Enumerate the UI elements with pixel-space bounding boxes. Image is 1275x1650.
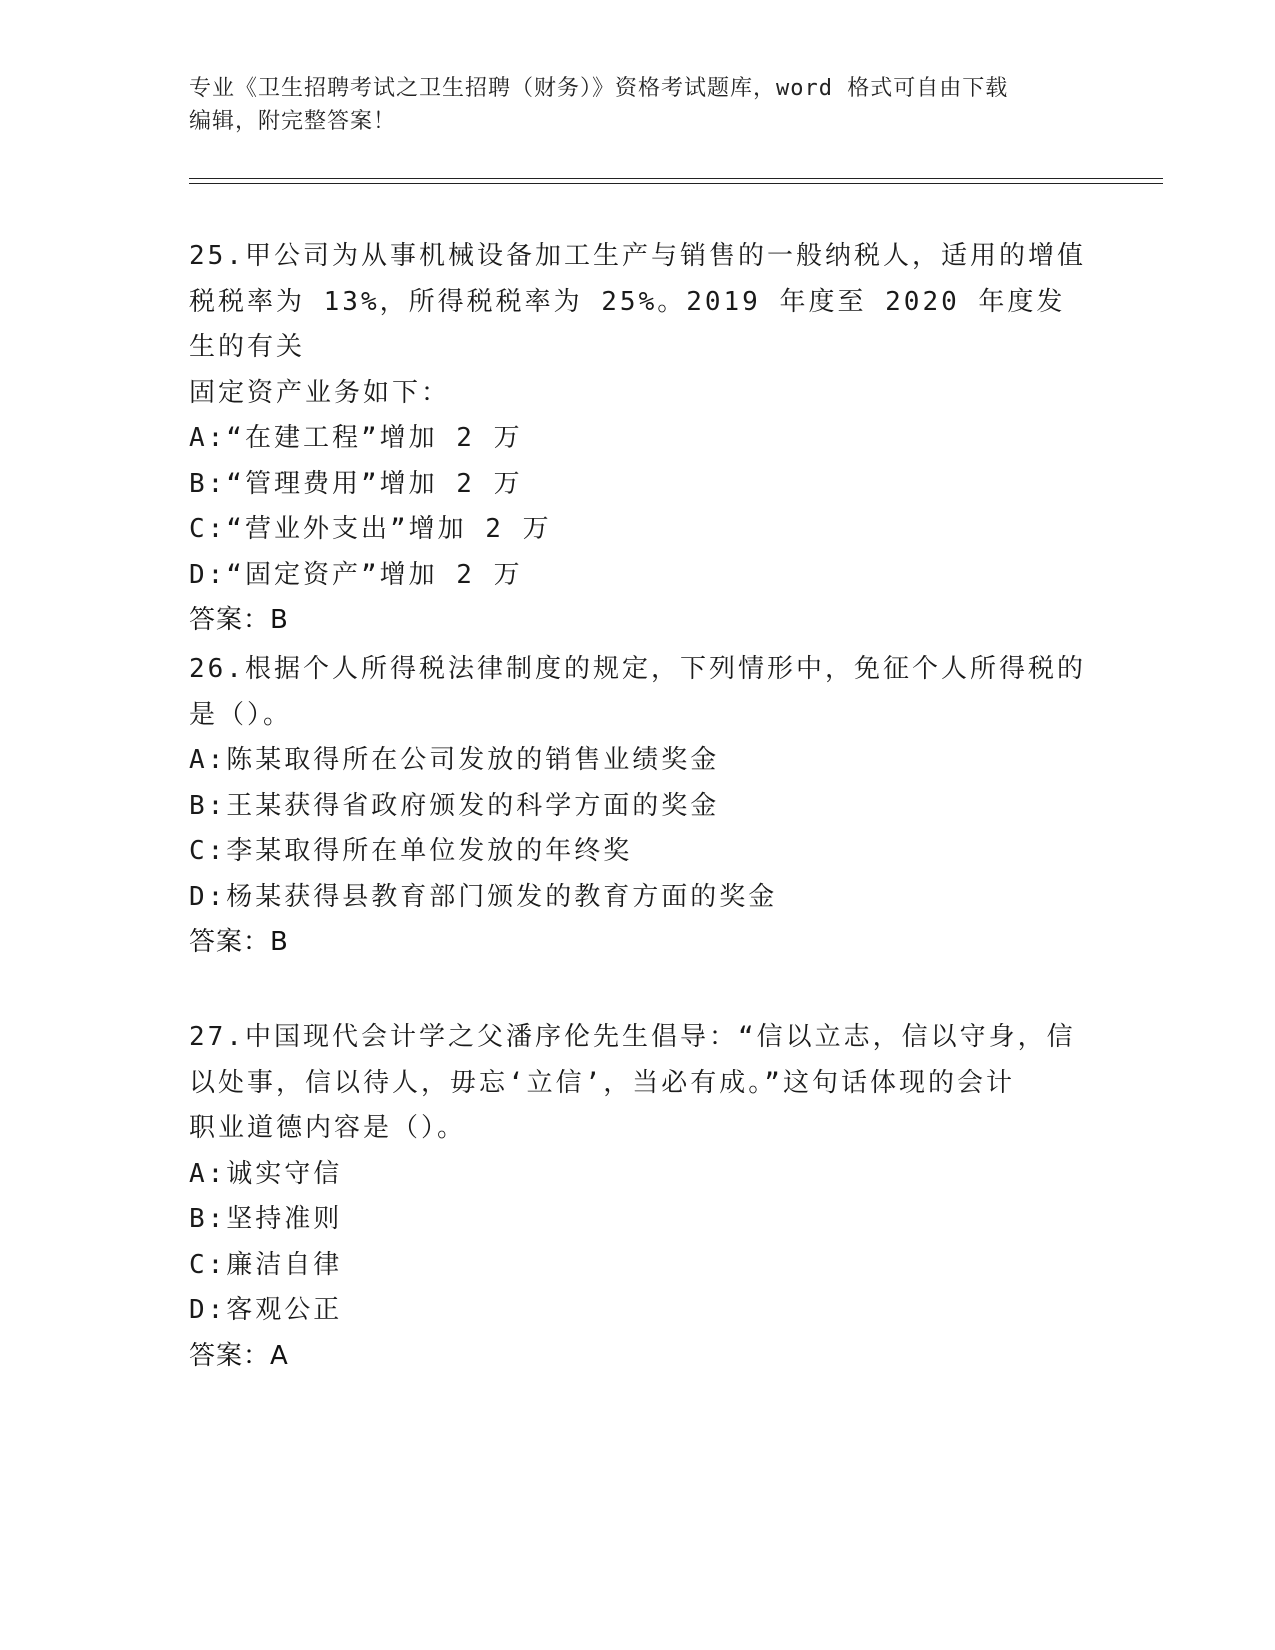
option-d: D:“固定资产”增加 2 万 <box>189 559 523 590</box>
header-divider-bottom <box>189 183 1163 184</box>
option-d: D:客观公正 <box>189 1295 343 1325</box>
question-stem: 25.甲公司为从事机械设备加工生产与销售的一般纳税人，适用的增值 <box>189 241 1086 271</box>
question-27 <box>189 1015 1089 1379</box>
option-b: B:坚持准则 <box>189 1204 343 1234</box>
option-a: A:“在建工程”增加 2 万 <box>189 423 523 453</box>
option-a: A:陈某取得所在公司发放的销售业绩奖金 <box>189 745 720 775</box>
question-stem: 固定资产业务如下： <box>189 377 451 408</box>
option-c: C:廉洁自律 <box>189 1249 343 1280</box>
document-header <box>189 72 1089 138</box>
header-divider-top <box>189 178 1163 179</box>
option-b: B:王某获得省政府颁发的科学方面的奖金 <box>189 790 720 821</box>
question-stem: 27.中国现代会计学之父潘序伦先生倡导：“信以立志，信以守身，信 <box>189 1022 1076 1052</box>
option-d: D:杨某获得县教育部门颁发的教育方面的奖金 <box>189 881 778 912</box>
option-c: C:李某取得所在单位发放的年终奖 <box>189 836 633 866</box>
question-stem: 以处事，信以待人，毋忘‘立信’，当必有成。”这句话体现的会计 <box>189 1067 1015 1098</box>
header-line-1: 专业《卫生招聘考试之卫生招聘（财务）》资格考试题库，word 格式可自由下载 <box>189 76 1009 101</box>
header-line-2: 编辑，附完整答案！ <box>189 109 397 134</box>
question-stem: 26.根据个人所得税法律制度的规定，下列情形中，免征个人所得税的 <box>189 654 1086 684</box>
answer-label: 答案：B <box>189 605 289 635</box>
option-b: B:“管理费用”增加 2 万 <box>189 468 523 499</box>
answer-label: 答案：B <box>189 927 289 957</box>
question-stem: 税税率为 13%，所得税税率为 25%。2019 年度至 2020 年度发生的有关 <box>189 286 1066 362</box>
option-c: C:“营业外支出”增加 2 万 <box>189 514 552 544</box>
question-26 <box>189 647 1089 966</box>
question-stem: 是（）。 <box>189 699 293 730</box>
question-25 <box>189 234 1089 644</box>
answer-label: 答案：A <box>189 1340 289 1371</box>
option-a: A:诚实守信 <box>189 1158 343 1189</box>
question-stem: 职业道德内容是（）。 <box>189 1113 467 1143</box>
